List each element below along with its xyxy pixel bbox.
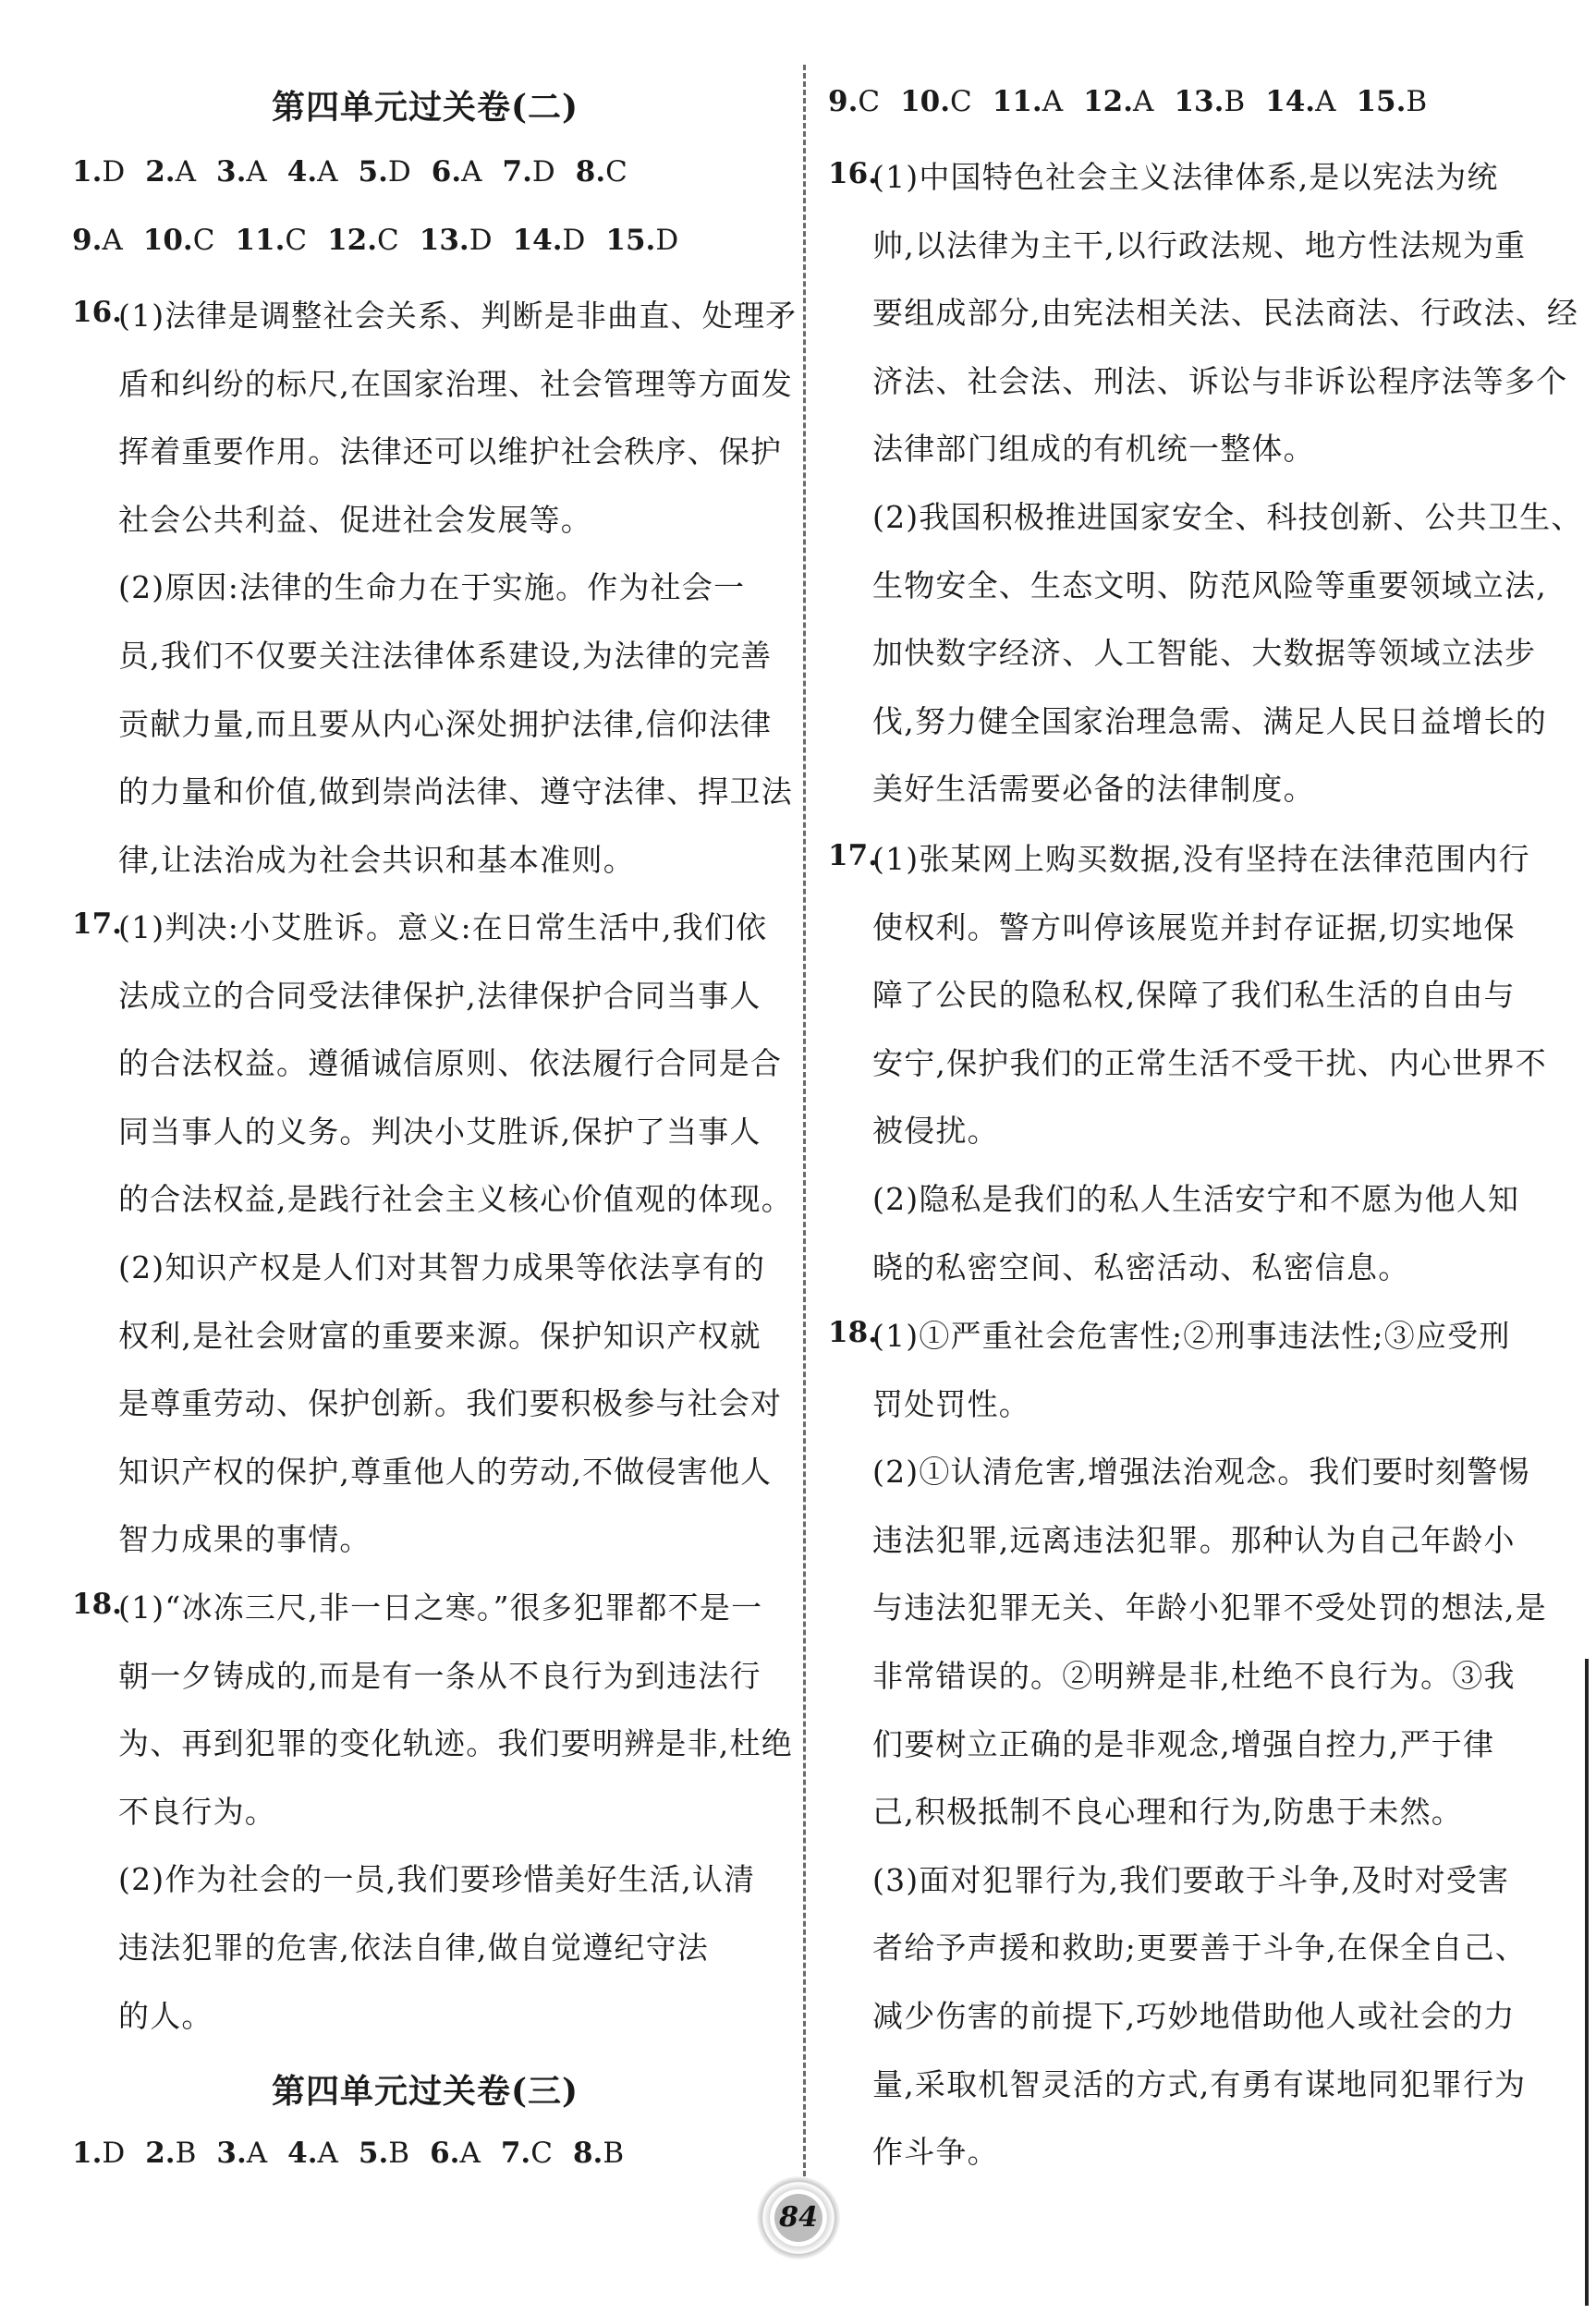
answer-text-line: 减少伤害的前提下,巧妙地借助他人或社会的力 bbox=[872, 1998, 1516, 2034]
answer-text-line: (2)我国积极推进国家安全、科技创新、公共卫生、 bbox=[872, 499, 1583, 535]
answer-item: 6.A bbox=[430, 2137, 481, 2170]
answer-item: 7.C bbox=[500, 2137, 553, 2170]
answer-text-line: 罚处罚性。 bbox=[872, 1385, 1030, 1422]
answer-item: 3.A bbox=[216, 2137, 268, 2170]
answer-text-line: 不良行为。 bbox=[118, 1793, 276, 1830]
answer-text-line: 安宁,保护我们的正常生活不受干扰、内心世界不 bbox=[872, 1044, 1547, 1081]
question-number-17: 17. bbox=[828, 839, 878, 872]
section-title-unit4-test2: 第四单元过关卷(二) bbox=[271, 88, 579, 127]
answer-text-line: (2)①认清危害,增强法治观念。我们要时刻警惕 bbox=[872, 1454, 1530, 1491]
question-number-16: 16. bbox=[828, 157, 878, 190]
answer-text-line: (1)①严重社会危害性;②刑事违法性;③应受刑 bbox=[872, 1318, 1511, 1354]
answer-text-line: (2)作为社会的一员,我们要珍惜美好生活,认清 bbox=[118, 1861, 756, 1898]
answer-text-line: 济法、社会法、刑法、诉讼与非诉讼程序法等多个 bbox=[872, 362, 1568, 399]
page-edge-line bbox=[1585, 1659, 1589, 2306]
answer-text-line: 作斗争。 bbox=[872, 2134, 999, 2171]
answer-text-line: 障了公民的隐私权,保障了我们私生活的自由与 bbox=[872, 977, 1516, 1014]
answer-row-9-15-test3 bbox=[828, 85, 1447, 118]
answer-text-line: 加快数字经济、人工智能、大数据等领域立法步 bbox=[872, 635, 1537, 672]
page-number-badge bbox=[757, 2176, 840, 2259]
page-number: 84 bbox=[774, 2194, 822, 2242]
answer-text-line: 帅,以法律为主干,以行政法规、地方性法规为重 bbox=[872, 226, 1527, 263]
answer-item: 15.D bbox=[605, 224, 679, 257]
answer-text-line: 挥着重要作用。法律还可以维护社会秩序、保护 bbox=[118, 433, 783, 470]
answer-text-line: 非常错误的。②明辨是非,杜绝不良行为。③我 bbox=[872, 1658, 1516, 1694]
answer-text-line: 的合法权益,是践行社会主义核心价值观的体现。 bbox=[118, 1181, 793, 1218]
answer-text-line: (1)法律是调整社会关系、判断是非曲直、处理矛 bbox=[118, 298, 798, 334]
answer-text-line: (1)“冰冻三尺,非一日之寒。”很多犯罪都不是一 bbox=[118, 1589, 763, 1626]
answer-text-line: 朝一夕铸成的,而是有一条从不良行为到违法行 bbox=[118, 1657, 761, 1694]
answer-item: 5.B bbox=[358, 2137, 410, 2170]
answer-text-line: 法成立的合同受法律保护,法律保护合同当事人 bbox=[118, 977, 761, 1014]
answer-text-line: 的人。 bbox=[118, 1997, 213, 2034]
answer-text-line: 为、再到犯罪的变化轨迹。我们要明辨是非,杜绝 bbox=[118, 1725, 793, 1762]
answer-text-line: 智力成果的事情。 bbox=[118, 1521, 372, 1558]
answer-text-line: 使权利。警方叫停该展览并封存证据,切实地保 bbox=[872, 908, 1516, 945]
answer-item: 9.A bbox=[72, 224, 123, 257]
answer-text-line: 社会公共利益、促进社会发展等。 bbox=[118, 501, 592, 538]
answer-text-line: (1)中国特色社会主义法律体系,是以宪法为统 bbox=[872, 159, 1499, 195]
answer-text-line: 量,采取机智灵活的方式,有勇有谋地同犯罪行为 bbox=[872, 2065, 1527, 2102]
column-divider bbox=[803, 65, 806, 2218]
answer-text-line: 同当事人的义务。判决小艾胜诉,保护了当事人 bbox=[118, 1113, 761, 1150]
answer-item: 6.A bbox=[431, 155, 482, 189]
answer-item: 1.D bbox=[72, 155, 126, 189]
answer-text-line: 违法犯罪的危害,依法自律,做自觉遵纪守法 bbox=[118, 1930, 709, 1966]
answer-text-line: 己,积极抵制不良心理和行为,防患于未然。 bbox=[872, 1794, 1463, 1831]
answer-item: 10.C bbox=[900, 85, 972, 118]
answer-item: 2.B bbox=[145, 2137, 197, 2170]
answer-text-line: 晓的私密空间、私密活动、私密信息。 bbox=[872, 1248, 1410, 1285]
answer-item: 3.A bbox=[216, 155, 267, 189]
answer-text-line: 们要树立正确的是非观念,增强自控力,严于律 bbox=[872, 1725, 1495, 1762]
answer-item: 12.A bbox=[1083, 85, 1154, 118]
section-title-unit4-test3: 第四单元过关卷(三) bbox=[271, 2072, 579, 2111]
answer-item: 7.D bbox=[502, 155, 555, 189]
answer-item: 5.D bbox=[358, 155, 411, 189]
answer-text-line: 伐,努力健全国家治理急需、满足人民日益增长的 bbox=[872, 702, 1547, 739]
answer-text-line: 是尊重劳动、保护创新。我们要积极参与社会对 bbox=[118, 1385, 783, 1422]
answer-item: 1.D bbox=[72, 2137, 126, 2170]
answer-item: 12.C bbox=[327, 224, 399, 257]
answer-text-line: 与违法犯罪无关、年龄小犯罪不受处罚的想法,是 bbox=[872, 1589, 1547, 1626]
answer-item: 11.A bbox=[992, 85, 1064, 118]
answer-item: 8.C bbox=[575, 155, 627, 189]
answer-text-line: 权利,是社会财富的重要来源。保护知识产权就 bbox=[118, 1317, 761, 1354]
answer-item: 15.B bbox=[1356, 85, 1428, 118]
answer-item: 14.A bbox=[1265, 85, 1336, 118]
answer-text-line: (1)判决:小艾胜诉。意义:在日常生活中,我们依 bbox=[118, 909, 768, 945]
answer-item: 11.C bbox=[235, 224, 308, 257]
answer-text-line: 贡献力量,而且要从内心深处拥护法律,信仰法律 bbox=[118, 705, 773, 742]
answer-text-line: 违法犯罪,远离违法犯罪。那种认为自己年龄小 bbox=[872, 1521, 1516, 1558]
answer-item: 2.A bbox=[145, 155, 196, 189]
answer-text-line: 的合法权益。遵循诚信原则、依法履行合同是合 bbox=[118, 1045, 783, 1082]
answer-row-1-8-test3 bbox=[72, 2137, 644, 2170]
answer-item: 13.D bbox=[419, 224, 493, 257]
answer-item: 4.A bbox=[287, 2137, 338, 2170]
answer-item: 4.A bbox=[286, 155, 338, 189]
answer-text-line: (2)隐私是我们的私人生活安宁和不愿为他人知 bbox=[872, 1181, 1520, 1217]
answer-text-line: 知识产权的保护,尊重他人的劳动,不做侵害他人 bbox=[118, 1453, 773, 1490]
answer-item: 9.C bbox=[828, 85, 881, 118]
answer-text-line: 员,我们不仅要关注法律体系建设,为法律的完善 bbox=[118, 638, 773, 674]
answer-text-line: (1)张某网上购买数据,没有坚持在法律范围内行 bbox=[872, 841, 1530, 877]
answer-row-9-15 bbox=[72, 224, 699, 257]
answer-text-line: (2)原因:法律的生命力在于实施。作为社会一 bbox=[118, 569, 746, 606]
answer-text-line: (2)知识产权是人们对其智力成果等依法享有的 bbox=[118, 1249, 766, 1285]
question-number-17: 17. bbox=[72, 907, 122, 941]
answer-text-line: 法律部门组成的有机统一整体。 bbox=[872, 431, 1315, 468]
answer-text-line: 者给予声援和救助;更要善于斗争,在保全自己、 bbox=[872, 1930, 1528, 1967]
answer-item: 13.B bbox=[1174, 85, 1246, 118]
answer-text-line: 盾和纠纷的标尺,在国家治理、社会管理等方面发 bbox=[118, 365, 793, 402]
answer-item: 10.C bbox=[142, 224, 215, 257]
question-number-18: 18. bbox=[72, 1588, 122, 1621]
answer-text-line: 美好生活需要必备的法律制度。 bbox=[872, 771, 1315, 808]
question-number-16: 16. bbox=[72, 296, 122, 329]
answer-text-line: 的力量和价值,做到崇尚法律、遵守法律、捍卫法 bbox=[118, 773, 793, 810]
answer-text-line: 要组成部分,由宪法相关法、民法商法、行政法、经 bbox=[872, 295, 1579, 332]
answer-text-line: 被侵扰。 bbox=[872, 1113, 999, 1150]
answer-text-line: (3)面对犯罪行为,我们要敢于斗争,及时对受害 bbox=[872, 1861, 1510, 1898]
answer-item: 8.B bbox=[572, 2137, 625, 2170]
answer-row-1-8 bbox=[72, 155, 648, 189]
answer-text-line: 律,让法治成为社会共识和基本准则。 bbox=[118, 841, 635, 878]
answer-text-line: 生物安全、生态文明、防范风险等重要领域立法, bbox=[872, 566, 1547, 603]
question-number-18: 18. bbox=[828, 1316, 878, 1349]
answer-item: 14.D bbox=[512, 224, 586, 257]
